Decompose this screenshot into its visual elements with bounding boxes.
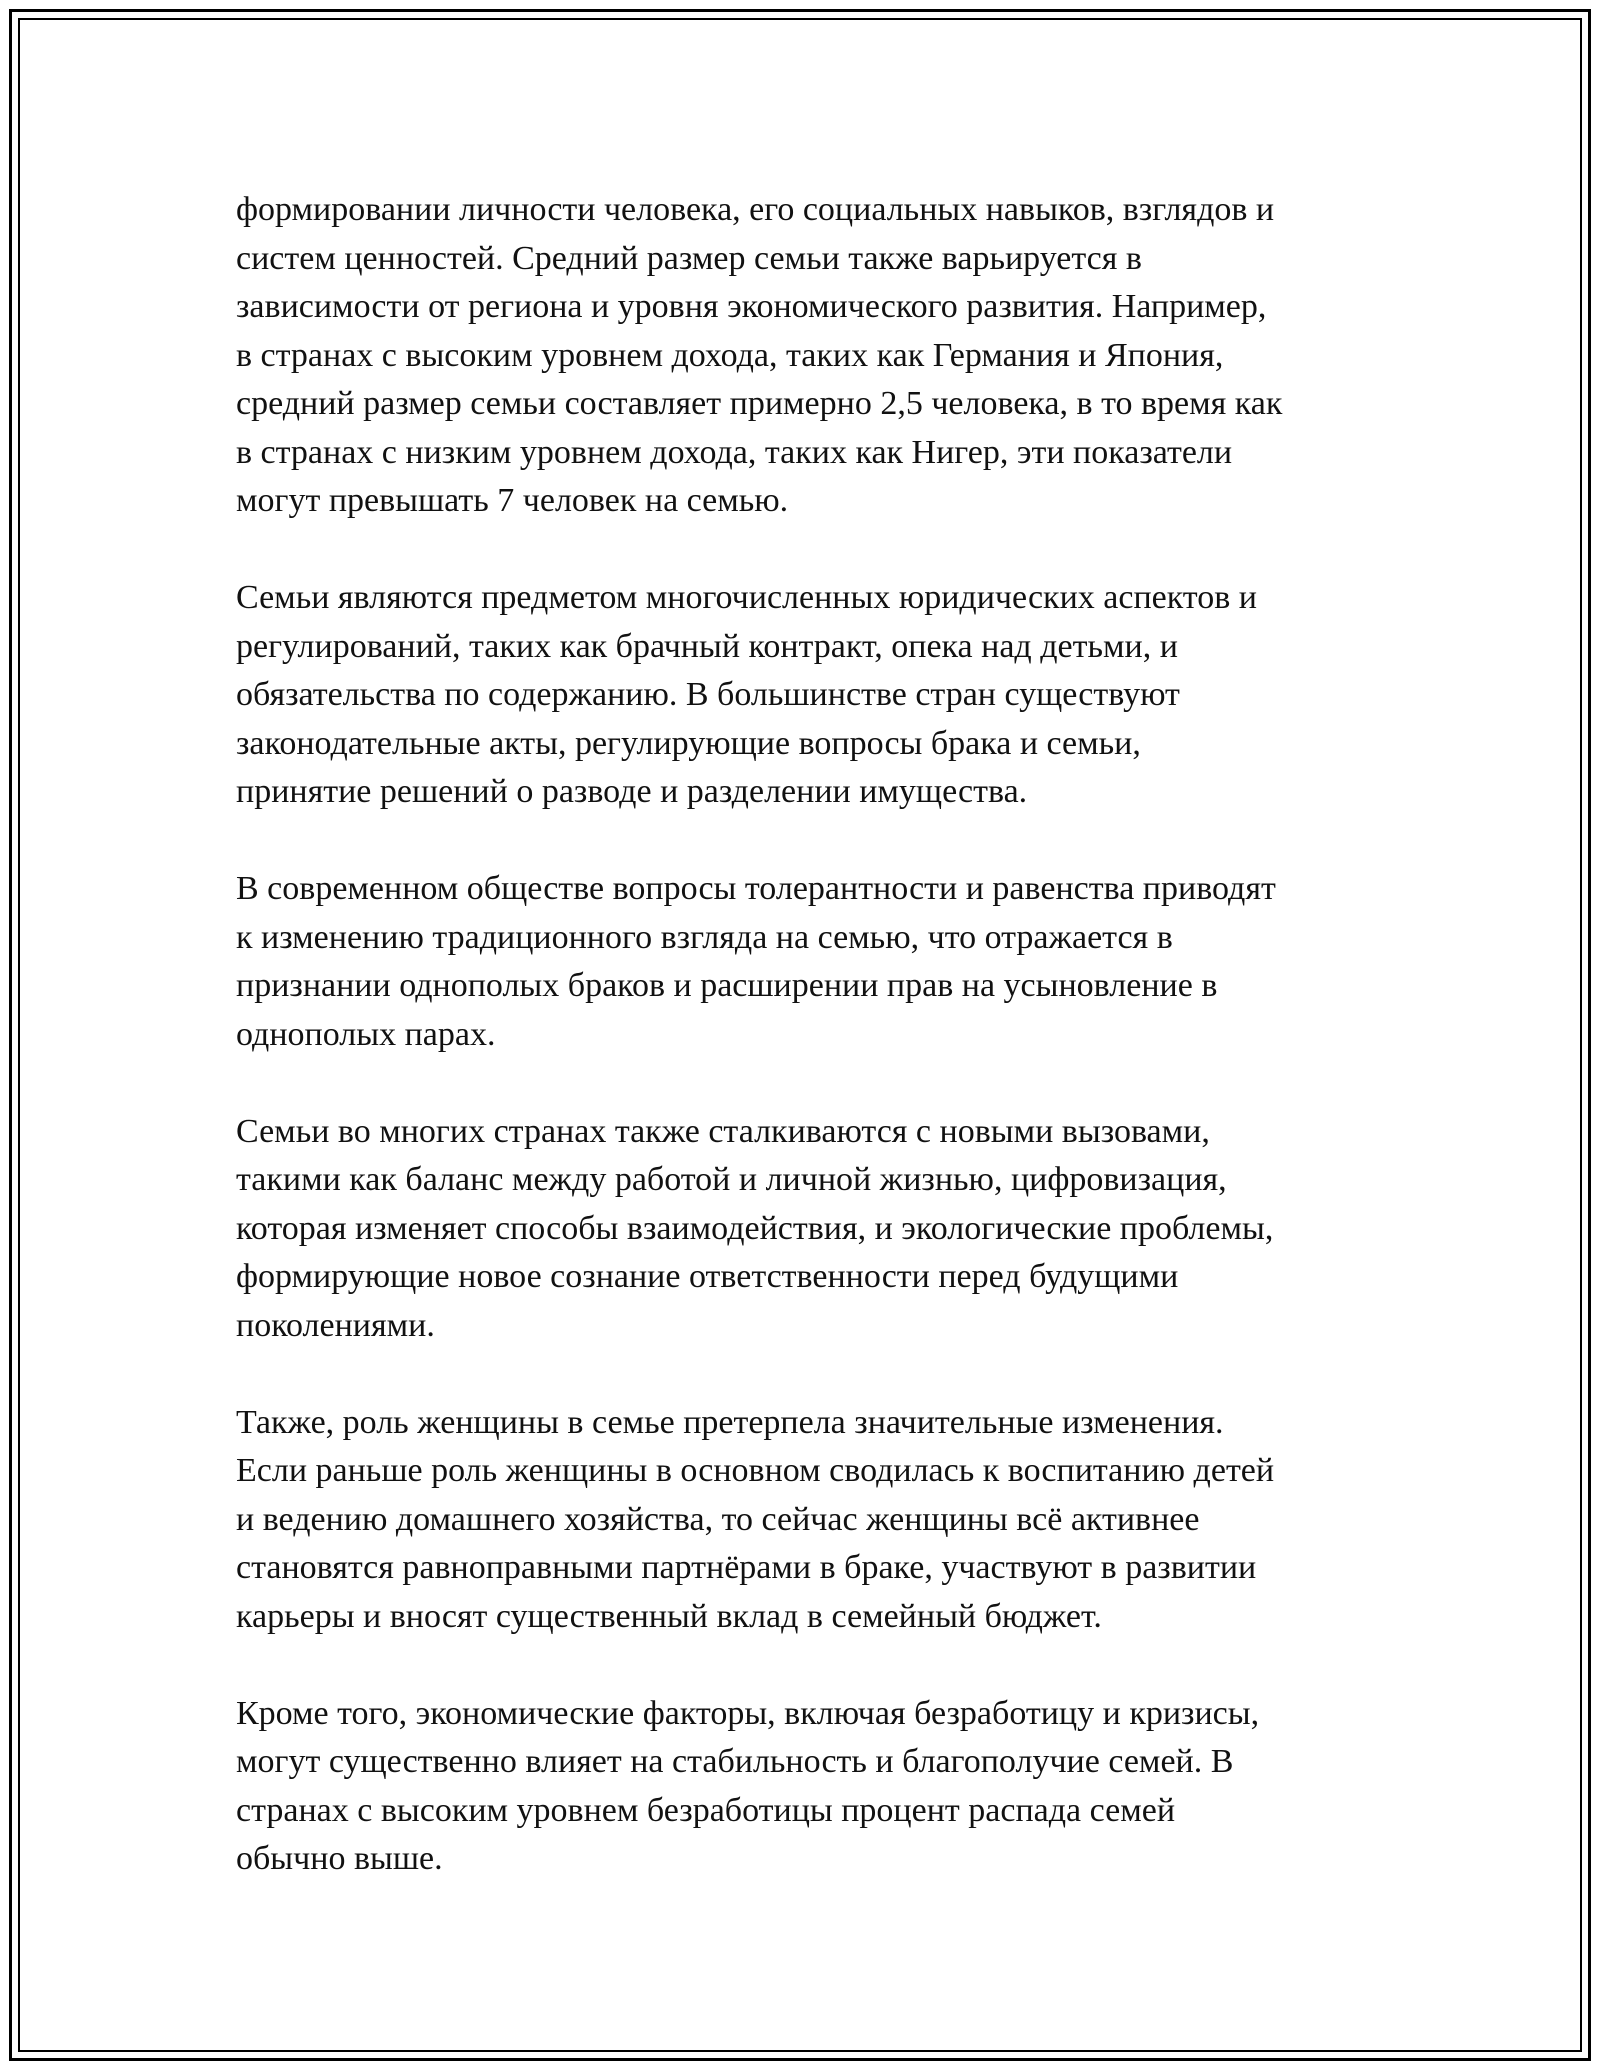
text-line: обязательства по содержанию. В большинстве стран существуют [236, 676, 1180, 713]
paragraph-role-of-women [236, 1399, 1376, 1642]
text-line: Семьи во многих странах также сталкиваются с новыми вызовами, [236, 1112, 1210, 1150]
text-line: обычно выше. [236, 1840, 443, 1877]
text-line: законодательные акты, регулирующие вопросы брака и семьи, [236, 724, 1141, 762]
text-line: средний размер семьи составляет примерно 2,5 человека, в то время как [236, 385, 1283, 422]
text-line: такими как баланс между работой и личной жизнью, цифровизация, [236, 1161, 1227, 1198]
text-line: систем ценностей. Средний размер семьи также варьируется в [236, 239, 1142, 277]
text-line: могут превышать 7 человек на семью. [236, 482, 789, 519]
text-line: и ведению домашнего хозяйства, то сейчас женщины всё активнее [236, 1500, 1200, 1538]
document-body [236, 186, 1376, 1932]
text-line: к изменению традиционного взгляда на семью, что отражается в [236, 918, 1173, 956]
text-line: становятся равноправными партнёрами в браке, участвуют в развитии [236, 1549, 1257, 1586]
paragraph-new-challenges [236, 1108, 1376, 1351]
text-line: Если раньше роль женщины в основном сводилась к воспитанию детей [236, 1452, 1275, 1489]
text-line: поколениями. [236, 1306, 435, 1344]
text-line: регулирований, таких как брачный контракт, опека над детьми, и [236, 627, 1178, 665]
paragraph-family-size [236, 186, 1376, 526]
text-line: формирующие новое сознание ответственности перед будущими [236, 1258, 1179, 1295]
paragraph-tolerance [236, 865, 1376, 1059]
text-line: Семьи являются предметом многочисленных юридических аспектов и [236, 579, 1257, 616]
text-line: могут существенно влияет на стабильность и благополучие семей. В [236, 1743, 1234, 1780]
paragraph-legal-aspects [236, 574, 1376, 817]
text-line: принятие решений о разводе и разделении имущества. [236, 773, 1028, 810]
text-line: формировании личности человека, его социальных навыков, взглядов и [236, 191, 1275, 228]
text-line: в странах с низким уровнем дохода, таких как Нигер, эти показатели [236, 433, 1233, 471]
text-line: признании однополых браков и расширении прав на усыновление в [236, 967, 1218, 1004]
text-line: Кроме того, экономические факторы, включая безработицу и кризисы, [236, 1694, 1260, 1732]
text-line: однополых парах. [236, 1015, 496, 1053]
text-line: которая изменяет способы взаимодействия, и экологические проблемы, [236, 1209, 1274, 1247]
text-line: Также, роль женщины в семье претерпела значительные изменения. [236, 1403, 1224, 1441]
text-line: зависимости от региона и уровня экономического развития. Например, [236, 288, 1267, 325]
paragraph-economic-factors [236, 1690, 1376, 1884]
text-line: странах с высоким уровнем безработицы процент распада семей [236, 1791, 1176, 1829]
text-line: В современном обществе вопросы толерантности и равенства приводят [236, 870, 1276, 907]
text-line: карьеры и вносят существенный вклад в семейный бюджет. [236, 1597, 1102, 1635]
text-line: в странах с высоким уровнем дохода, таких как Германия и Япония, [236, 336, 1224, 374]
